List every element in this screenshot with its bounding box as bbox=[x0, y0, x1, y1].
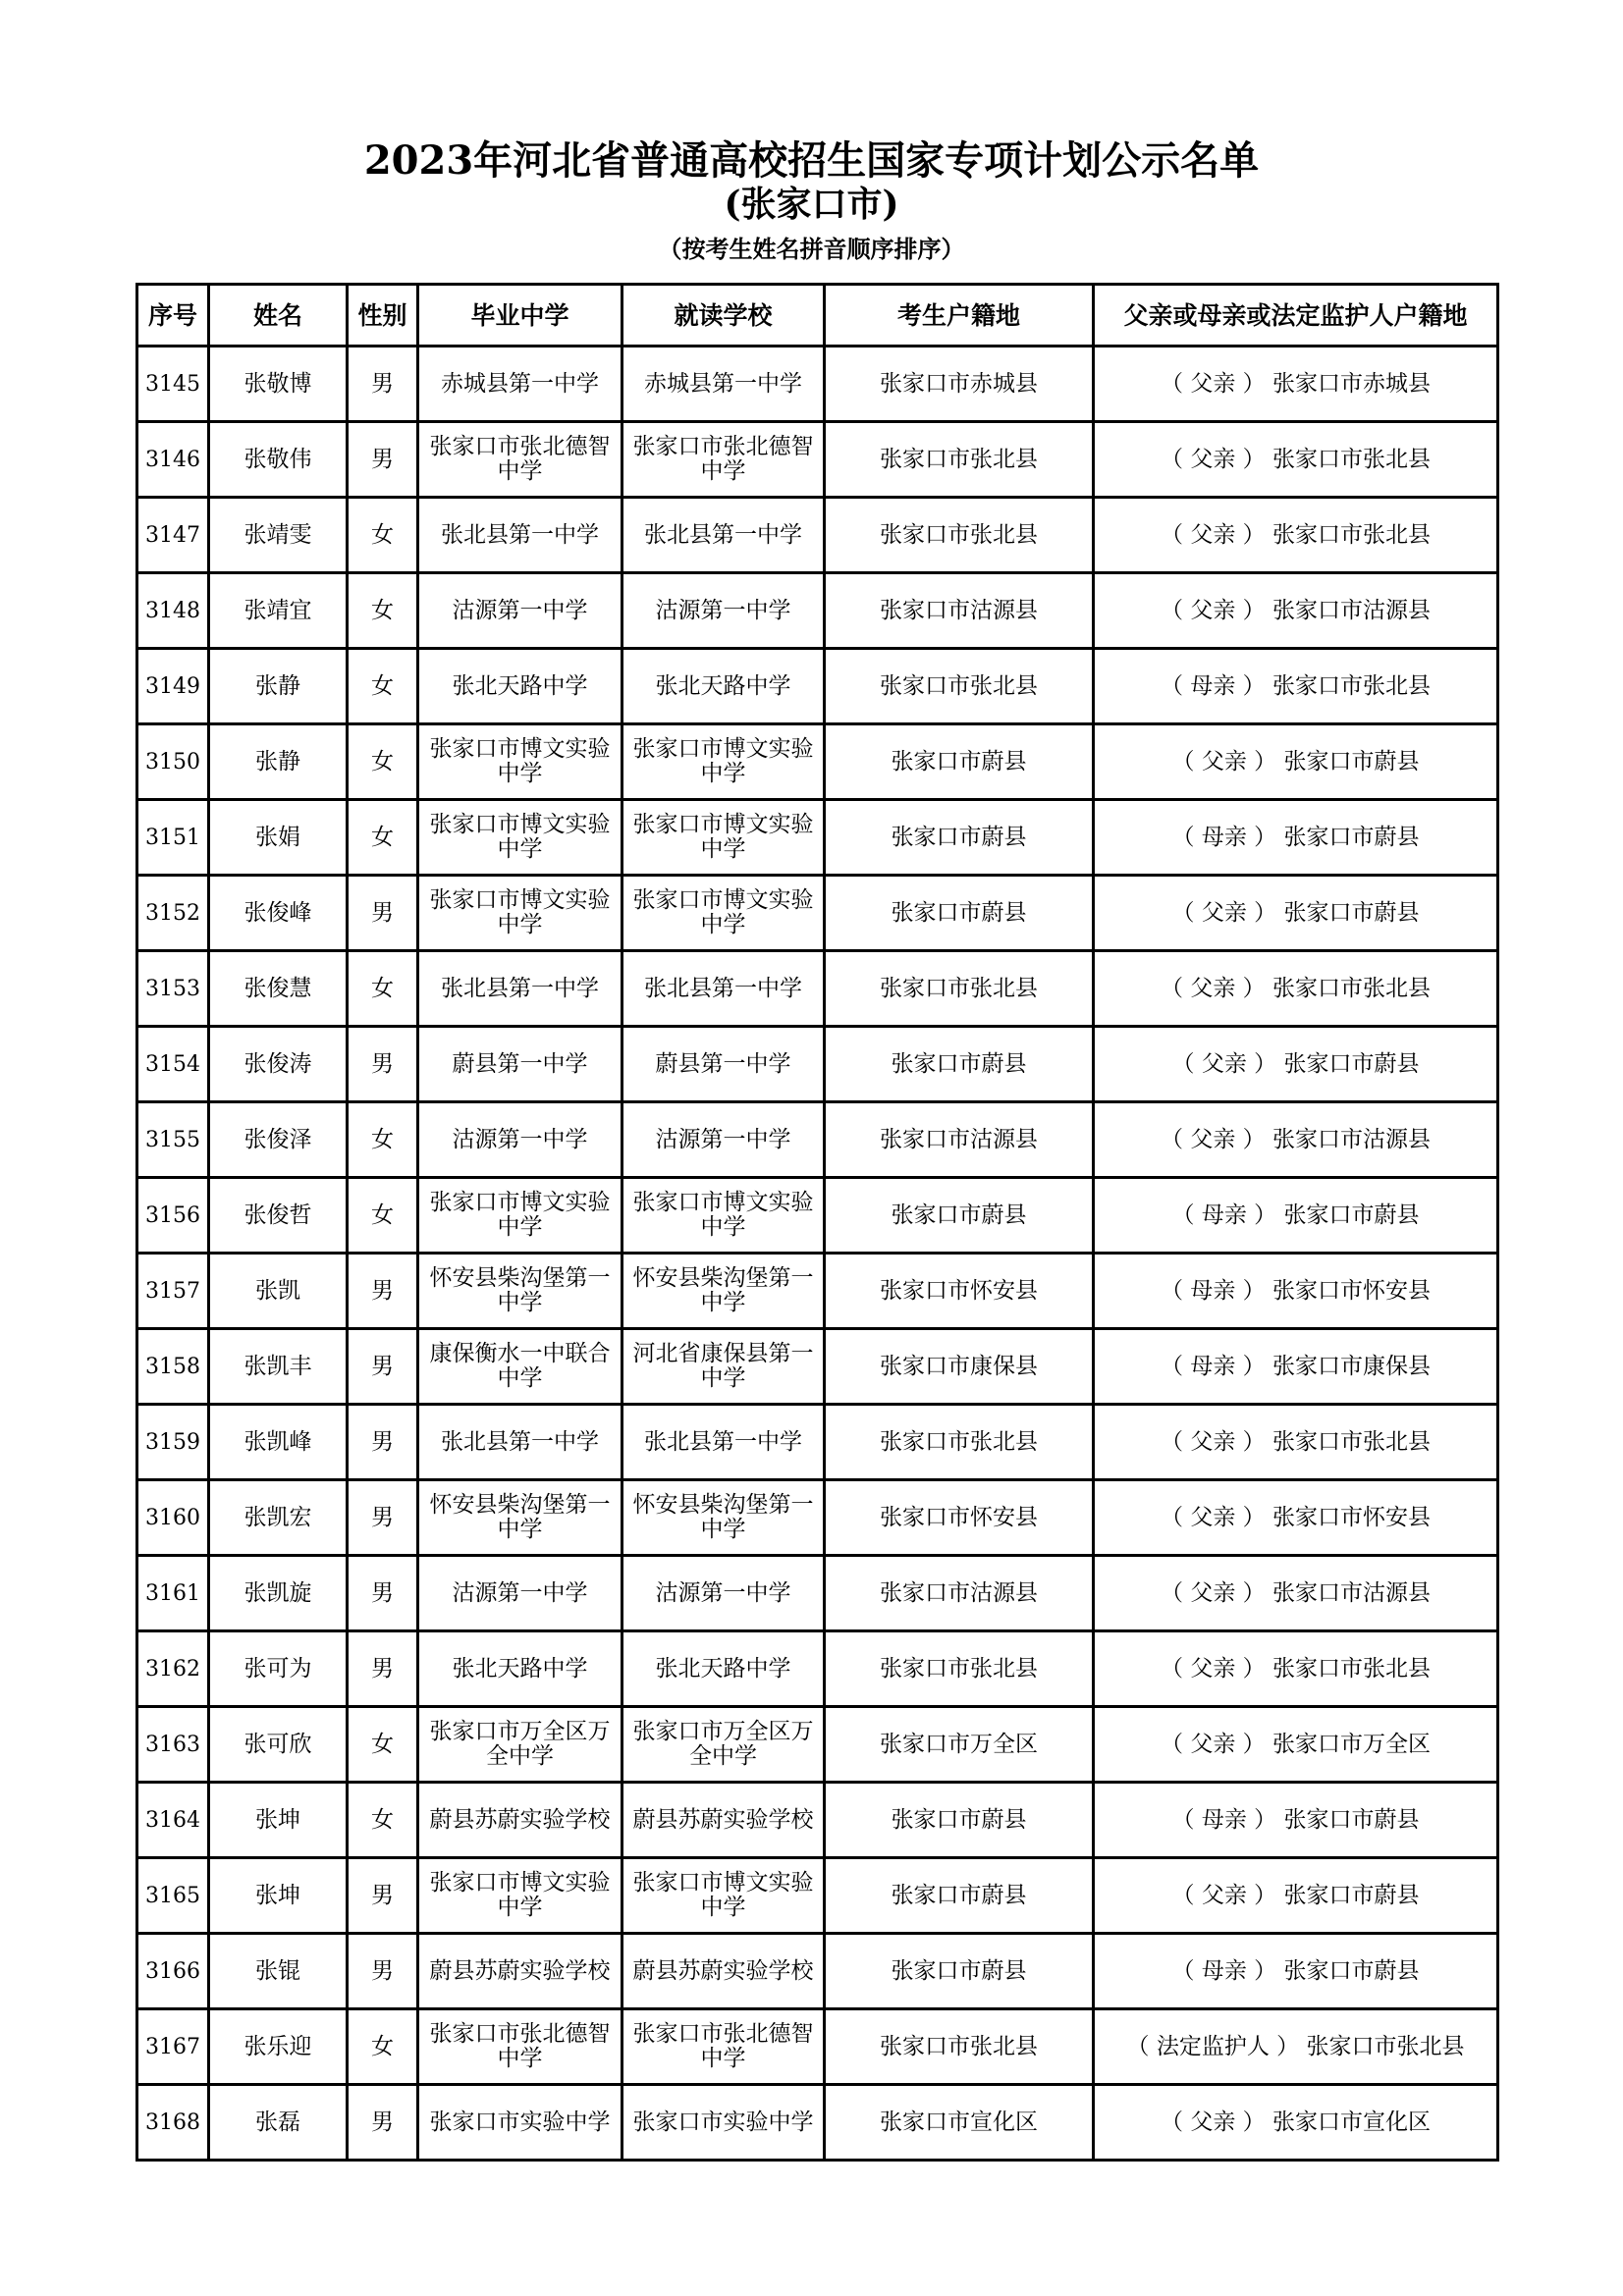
cell-gender: 女 bbox=[348, 1707, 418, 1783]
cell-household-registration: 张家口市张北县 bbox=[825, 1405, 1094, 1480]
table-row bbox=[137, 1027, 1498, 1102]
cell-index: 3146 bbox=[137, 422, 209, 498]
cell-guardian-registration: （ 母亲 ） 张家口市康保县 bbox=[1094, 1329, 1498, 1405]
cell-name: 张可为 bbox=[209, 1631, 348, 1707]
cell-household-registration: 张家口市张北县 bbox=[825, 498, 1094, 573]
cell-name: 张可欣 bbox=[209, 1707, 348, 1783]
table-row bbox=[137, 876, 1498, 951]
cell-graduation-school: 怀安县柴沟堡第一中学 bbox=[418, 1480, 622, 1556]
cell-guardian-registration: （ 父亲 ） 张家口市沽源县 bbox=[1094, 573, 1498, 649]
cell-graduation-school: 张家口市博文实验中学 bbox=[418, 800, 622, 876]
cell-name: 张静 bbox=[209, 649, 348, 724]
cell-current-school: 蔚县苏蔚实验学校 bbox=[622, 1783, 825, 1858]
cell-index: 3158 bbox=[137, 1329, 209, 1405]
cell-guardian-registration: （ 法定监护人 ） 张家口市张北县 bbox=[1094, 2009, 1498, 2085]
header-household-registration: 考生户籍地 bbox=[825, 285, 1094, 347]
cell-graduation-school: 张北县第一中学 bbox=[418, 498, 622, 573]
cell-index: 3160 bbox=[137, 1480, 209, 1556]
cell-graduation-school: 蔚县苏蔚实验学校 bbox=[418, 1934, 622, 2009]
cell-name: 张俊泽 bbox=[209, 1102, 348, 1178]
table-header-row bbox=[137, 285, 1498, 347]
cell-current-school: 张北县第一中学 bbox=[622, 1405, 825, 1480]
cell-index: 3161 bbox=[137, 1556, 209, 1631]
cell-index: 3159 bbox=[137, 1405, 209, 1480]
table-row bbox=[137, 1631, 1498, 1707]
cell-household-registration: 张家口市张北县 bbox=[825, 422, 1094, 498]
cell-index: 3154 bbox=[137, 1027, 209, 1102]
cell-graduation-school: 张北天路中学 bbox=[418, 649, 622, 724]
cell-gender: 女 bbox=[348, 724, 418, 800]
cell-household-registration: 张家口市怀安县 bbox=[825, 1480, 1094, 1556]
cell-index: 3157 bbox=[137, 1254, 209, 1329]
header-name: 姓名 bbox=[209, 285, 348, 347]
table-row bbox=[137, 573, 1498, 649]
cell-name: 张乐迎 bbox=[209, 2009, 348, 2085]
cell-guardian-registration: （ 父亲 ） 张家口市张北县 bbox=[1094, 1405, 1498, 1480]
cell-gender: 女 bbox=[348, 2009, 418, 2085]
cell-current-school: 张家口市博文实验中学 bbox=[622, 800, 825, 876]
cell-household-registration: 张家口市沽源县 bbox=[825, 573, 1094, 649]
sort-note: （按考生姓名拼音顺序排序） bbox=[658, 235, 965, 263]
cell-index: 3163 bbox=[137, 1707, 209, 1783]
cell-current-school: 沽源第一中学 bbox=[622, 573, 825, 649]
cell-current-school: 蔚县苏蔚实验学校 bbox=[622, 1934, 825, 2009]
cell-gender: 男 bbox=[348, 2085, 418, 2161]
cell-name: 张靖雯 bbox=[209, 498, 348, 573]
cell-current-school: 张北县第一中学 bbox=[622, 951, 825, 1027]
cell-name: 张靖宜 bbox=[209, 573, 348, 649]
table-row bbox=[137, 347, 1498, 422]
cell-household-registration: 张家口市蔚县 bbox=[825, 1934, 1094, 2009]
cell-graduation-school: 张家口市实验中学 bbox=[418, 2085, 622, 2161]
table-row bbox=[137, 1783, 1498, 1858]
cell-graduation-school: 张家口市博文实验中学 bbox=[418, 1178, 622, 1254]
cell-household-registration: 张家口市张北县 bbox=[825, 649, 1094, 724]
cell-guardian-registration: （ 父亲 ） 张家口市蔚县 bbox=[1094, 1858, 1498, 1934]
table-row bbox=[137, 1858, 1498, 1934]
cell-household-registration: 张家口市张北县 bbox=[825, 1631, 1094, 1707]
cell-name: 张敬博 bbox=[209, 347, 348, 422]
table-row bbox=[137, 498, 1498, 573]
cell-graduation-school: 沽源第一中学 bbox=[418, 573, 622, 649]
cell-current-school: 赤城县第一中学 bbox=[622, 347, 825, 422]
table-row bbox=[137, 1707, 1498, 1783]
table-row bbox=[137, 800, 1498, 876]
cell-household-registration: 张家口市怀安县 bbox=[825, 1254, 1094, 1329]
cell-household-registration: 张家口市康保县 bbox=[825, 1329, 1094, 1405]
cell-current-school: 张家口市博文实验中学 bbox=[622, 876, 825, 951]
cell-index: 3168 bbox=[137, 2085, 209, 2161]
cell-current-school: 张北县第一中学 bbox=[622, 498, 825, 573]
cell-current-school: 怀安县柴沟堡第一中学 bbox=[622, 1254, 825, 1329]
cell-current-school: 张北天路中学 bbox=[622, 1631, 825, 1707]
cell-gender: 男 bbox=[348, 1027, 418, 1102]
cell-current-school: 张家口市博文实验中学 bbox=[622, 1858, 825, 1934]
cell-gender: 女 bbox=[348, 498, 418, 573]
candidate-table bbox=[135, 283, 1499, 2162]
table-row bbox=[137, 724, 1498, 800]
cell-household-registration: 张家口市张北县 bbox=[825, 951, 1094, 1027]
cell-index: 3148 bbox=[137, 573, 209, 649]
cell-gender: 男 bbox=[348, 1858, 418, 1934]
cell-household-registration: 张家口市蔚县 bbox=[825, 1178, 1094, 1254]
cell-gender: 男 bbox=[348, 422, 418, 498]
cell-gender: 男 bbox=[348, 1329, 418, 1405]
cell-guardian-registration: （ 母亲 ） 张家口市蔚县 bbox=[1094, 1178, 1498, 1254]
cell-guardian-registration: （ 父亲 ） 张家口市蔚县 bbox=[1094, 1027, 1498, 1102]
cell-guardian-registration: （ 父亲 ） 张家口市沽源县 bbox=[1094, 1556, 1498, 1631]
cell-name: 张俊慧 bbox=[209, 951, 348, 1027]
cell-name: 张凯峰 bbox=[209, 1405, 348, 1480]
cell-household-registration: 张家口市张北县 bbox=[825, 2009, 1094, 2085]
cell-current-school: 张家口市博文实验中学 bbox=[622, 1178, 825, 1254]
cell-index: 3166 bbox=[137, 1934, 209, 2009]
cell-current-school: 张家口市万全区万全中学 bbox=[622, 1707, 825, 1783]
cell-guardian-registration: （ 父亲 ） 张家口市张北县 bbox=[1094, 951, 1498, 1027]
cell-gender: 女 bbox=[348, 573, 418, 649]
table-row bbox=[137, 422, 1498, 498]
table-row bbox=[137, 1556, 1498, 1631]
cell-name: 张俊峰 bbox=[209, 876, 348, 951]
cell-guardian-registration: （ 父亲 ） 张家口市张北县 bbox=[1094, 422, 1498, 498]
cell-household-registration: 张家口市蔚县 bbox=[825, 876, 1094, 951]
cell-guardian-registration: （ 母亲 ） 张家口市蔚县 bbox=[1094, 1934, 1498, 2009]
cell-name: 张娟 bbox=[209, 800, 348, 876]
cell-graduation-school: 康保衡水一中联合中学 bbox=[418, 1329, 622, 1405]
table-row bbox=[137, 2085, 1498, 2161]
table-row bbox=[137, 951, 1498, 1027]
cell-name: 张敬伟 bbox=[209, 422, 348, 498]
cell-graduation-school: 张家口市博文实验中学 bbox=[418, 1858, 622, 1934]
cell-name: 张磊 bbox=[209, 2085, 348, 2161]
cell-gender: 女 bbox=[348, 1783, 418, 1858]
table-row bbox=[137, 1480, 1498, 1556]
cell-guardian-registration: （ 父亲 ） 张家口市怀安县 bbox=[1094, 1480, 1498, 1556]
cell-guardian-registration: （ 父亲 ） 张家口市沽源县 bbox=[1094, 1102, 1498, 1178]
cell-graduation-school: 张北县第一中学 bbox=[418, 951, 622, 1027]
cell-household-registration: 张家口市蔚县 bbox=[825, 724, 1094, 800]
cell-name: 张坤 bbox=[209, 1783, 348, 1858]
cell-graduation-school: 沽源第一中学 bbox=[418, 1556, 622, 1631]
cell-guardian-registration: （ 父亲 ） 张家口市蔚县 bbox=[1094, 876, 1498, 951]
cell-current-school: 蔚县第一中学 bbox=[622, 1027, 825, 1102]
header-guardian-registration: 父亲或母亲或法定监护人户籍地 bbox=[1094, 285, 1498, 347]
cell-index: 3164 bbox=[137, 1783, 209, 1858]
cell-name: 张凯 bbox=[209, 1254, 348, 1329]
cell-index: 3149 bbox=[137, 649, 209, 724]
table-row bbox=[137, 649, 1498, 724]
table-row bbox=[137, 1329, 1498, 1405]
cell-current-school: 沽源第一中学 bbox=[622, 1556, 825, 1631]
cell-gender: 女 bbox=[348, 1102, 418, 1178]
cell-name: 张俊哲 bbox=[209, 1178, 348, 1254]
cell-household-registration: 张家口市蔚县 bbox=[825, 1783, 1094, 1858]
cell-current-school: 张家口市张北德智中学 bbox=[622, 422, 825, 498]
cell-guardian-registration: （ 母亲 ） 张家口市蔚县 bbox=[1094, 800, 1498, 876]
cell-household-registration: 张家口市蔚县 bbox=[825, 1027, 1094, 1102]
cell-graduation-school: 张北县第一中学 bbox=[418, 1405, 622, 1480]
cell-guardian-registration: （ 父亲 ） 张家口市蔚县 bbox=[1094, 724, 1498, 800]
cell-household-registration: 张家口市蔚县 bbox=[825, 800, 1094, 876]
cell-household-registration: 张家口市赤城县 bbox=[825, 347, 1094, 422]
cell-index: 3145 bbox=[137, 347, 209, 422]
cell-index: 3147 bbox=[137, 498, 209, 573]
cell-gender: 男 bbox=[348, 876, 418, 951]
cell-gender: 男 bbox=[348, 1556, 418, 1631]
cell-guardian-registration: （ 母亲 ） 张家口市怀安县 bbox=[1094, 1254, 1498, 1329]
table-row bbox=[137, 2009, 1498, 2085]
cell-graduation-school: 张家口市博文实验中学 bbox=[418, 724, 622, 800]
cell-index: 3155 bbox=[137, 1102, 209, 1178]
cell-gender: 男 bbox=[348, 1254, 418, 1329]
cell-guardian-registration: （ 父亲 ） 张家口市宣化区 bbox=[1094, 2085, 1498, 2161]
cell-guardian-registration: （ 父亲 ） 张家口市张北县 bbox=[1094, 498, 1498, 573]
cell-current-school: 河北省康保县第一中学 bbox=[622, 1329, 825, 1405]
cell-gender: 女 bbox=[348, 951, 418, 1027]
header-current-school: 就读学校 bbox=[622, 285, 825, 347]
header-graduation-school: 毕业中学 bbox=[418, 285, 622, 347]
cell-gender: 女 bbox=[348, 1178, 418, 1254]
cell-current-school: 张家口市张北德智中学 bbox=[622, 2009, 825, 2085]
cell-graduation-school: 赤城县第一中学 bbox=[418, 347, 622, 422]
cell-current-school: 怀安县柴沟堡第一中学 bbox=[622, 1480, 825, 1556]
cell-guardian-registration: （ 父亲 ） 张家口市赤城县 bbox=[1094, 347, 1498, 422]
cell-gender: 男 bbox=[348, 1631, 418, 1707]
cell-guardian-registration: （ 母亲 ） 张家口市张北县 bbox=[1094, 649, 1498, 724]
cell-current-school: 沽源第一中学 bbox=[622, 1102, 825, 1178]
cell-gender: 男 bbox=[348, 1934, 418, 2009]
cell-index: 3150 bbox=[137, 724, 209, 800]
cell-index: 3156 bbox=[137, 1178, 209, 1254]
cell-gender: 男 bbox=[348, 1405, 418, 1480]
page-title: 2023年河北省普通高校招生国家专项计划公示名单 bbox=[363, 137, 1260, 184]
cell-graduation-school: 张北天路中学 bbox=[418, 1631, 622, 1707]
cell-gender: 男 bbox=[348, 1480, 418, 1556]
cell-gender: 男 bbox=[348, 347, 418, 422]
cell-graduation-school: 蔚县第一中学 bbox=[418, 1027, 622, 1102]
cell-graduation-school: 沽源第一中学 bbox=[418, 1102, 622, 1178]
cell-household-registration: 张家口市沽源县 bbox=[825, 1556, 1094, 1631]
cell-current-school: 张家口市博文实验中学 bbox=[622, 724, 825, 800]
cell-guardian-registration: （ 父亲 ） 张家口市万全区 bbox=[1094, 1707, 1498, 1783]
page-subtitle: (张家口市) bbox=[724, 184, 899, 225]
cell-guardian-registration: （ 父亲 ） 张家口市张北县 bbox=[1094, 1631, 1498, 1707]
cell-index: 3165 bbox=[137, 1858, 209, 1934]
header-index: 序号 bbox=[137, 285, 209, 347]
cell-name: 张俊涛 bbox=[209, 1027, 348, 1102]
cell-name: 张坤 bbox=[209, 1858, 348, 1934]
cell-name: 张锟 bbox=[209, 1934, 348, 2009]
table-row bbox=[137, 1405, 1498, 1480]
cell-graduation-school: 张家口市万全区万全中学 bbox=[418, 1707, 622, 1783]
cell-household-registration: 张家口市宣化区 bbox=[825, 2085, 1094, 2161]
table-row bbox=[137, 1254, 1498, 1329]
cell-index: 3162 bbox=[137, 1631, 209, 1707]
table-row bbox=[137, 1102, 1498, 1178]
cell-current-school: 张北天路中学 bbox=[622, 649, 825, 724]
cell-gender: 女 bbox=[348, 800, 418, 876]
cell-name: 张凯旋 bbox=[209, 1556, 348, 1631]
cell-graduation-school: 张家口市张北德智中学 bbox=[418, 422, 622, 498]
cell-index: 3153 bbox=[137, 951, 209, 1027]
cell-name: 张凯宏 bbox=[209, 1480, 348, 1556]
table-row bbox=[137, 1178, 1498, 1254]
table-row bbox=[137, 1934, 1498, 2009]
cell-graduation-school: 张家口市博文实验中学 bbox=[418, 876, 622, 951]
cell-index: 3152 bbox=[137, 876, 209, 951]
cell-graduation-school: 怀安县柴沟堡第一中学 bbox=[418, 1254, 622, 1329]
cell-graduation-school: 张家口市张北德智中学 bbox=[418, 2009, 622, 2085]
cell-household-registration: 张家口市沽源县 bbox=[825, 1102, 1094, 1178]
cell-household-registration: 张家口市万全区 bbox=[825, 1707, 1094, 1783]
cell-name: 张静 bbox=[209, 724, 348, 800]
cell-household-registration: 张家口市蔚县 bbox=[825, 1858, 1094, 1934]
cell-current-school: 张家口市实验中学 bbox=[622, 2085, 825, 2161]
cell-index: 3167 bbox=[137, 2009, 209, 2085]
cell-gender: 女 bbox=[348, 649, 418, 724]
cell-name: 张凯丰 bbox=[209, 1329, 348, 1405]
cell-index: 3151 bbox=[137, 800, 209, 876]
header-gender: 性别 bbox=[348, 285, 418, 347]
cell-graduation-school: 蔚县苏蔚实验学校 bbox=[418, 1783, 622, 1858]
cell-guardian-registration: （ 母亲 ） 张家口市蔚县 bbox=[1094, 1783, 1498, 1858]
